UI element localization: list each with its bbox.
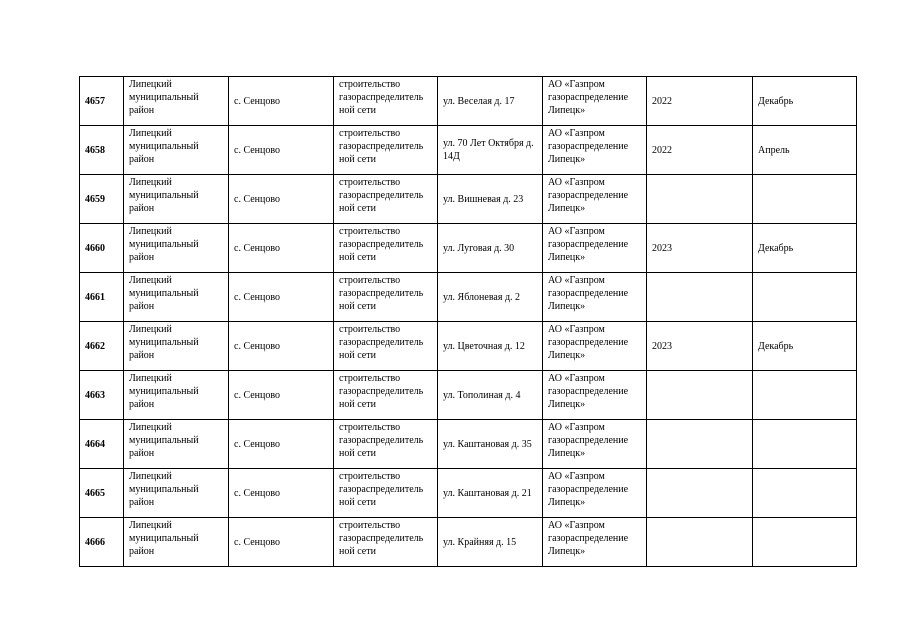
year-cell xyxy=(647,518,753,567)
village-cell: с. Сенцово xyxy=(229,126,334,175)
organization-cell: АО «Газпром газораспределение Липецк» xyxy=(543,322,647,371)
village-cell: с. Сенцово xyxy=(229,469,334,518)
address-cell: ул. Веселая д. 17 xyxy=(438,77,543,126)
address-cell: ул. Цветочная д. 12 xyxy=(438,322,543,371)
month-cell: Декабрь xyxy=(753,77,857,126)
month-cell: Декабрь xyxy=(753,224,857,273)
village-cell: с. Сенцово xyxy=(229,322,334,371)
month-cell xyxy=(753,175,857,224)
work-type-cell: строительство газораспределитель ной сети xyxy=(334,469,438,518)
year-cell xyxy=(647,371,753,420)
work-type-cell: строительство газораспределитель ной сети xyxy=(334,126,438,175)
village-cell: с. Сенцово xyxy=(229,420,334,469)
month-cell: Апрель xyxy=(753,126,857,175)
table-row xyxy=(80,273,857,322)
row-number-cell: 4666 xyxy=(80,518,124,567)
organization-cell: АО «Газпром газораспределение Липецк» xyxy=(543,469,647,518)
address-cell: ул. Каштановая д. 35 xyxy=(438,420,543,469)
table-row xyxy=(80,175,857,224)
organization-cell: АО «Газпром газораспределение Липецк» xyxy=(543,224,647,273)
year-cell: 2023 xyxy=(647,322,753,371)
district-cell: Липецкий муниципальный район xyxy=(124,224,229,273)
district-cell: Липецкий муниципальный район xyxy=(124,126,229,175)
month-cell xyxy=(753,273,857,322)
year-cell: 2022 xyxy=(647,126,753,175)
district-cell: Липецкий муниципальный район xyxy=(124,371,229,420)
gas-network-table xyxy=(79,76,857,567)
village-cell: с. Сенцово xyxy=(229,175,334,224)
row-number-cell: 4660 xyxy=(80,224,124,273)
table-body xyxy=(80,77,857,567)
address-cell: ул. Каштановая д. 21 xyxy=(438,469,543,518)
address-cell: ул. Луговая д. 30 xyxy=(438,224,543,273)
district-cell: Липецкий муниципальный район xyxy=(124,175,229,224)
work-type-cell: строительство газораспределитель ной сети xyxy=(334,224,438,273)
row-number-cell: 4662 xyxy=(80,322,124,371)
table-row xyxy=(80,224,857,273)
work-type-cell: строительство газораспределитель ной сети xyxy=(334,77,438,126)
organization-cell: АО «Газпром газораспределение Липецк» xyxy=(543,518,647,567)
organization-cell: АО «Газпром газораспределение Липецк» xyxy=(543,126,647,175)
work-type-cell: строительство газораспределитель ной сети xyxy=(334,371,438,420)
address-cell: ул. Яблоневая д. 2 xyxy=(438,273,543,322)
year-cell: 2022 xyxy=(647,77,753,126)
organization-cell: АО «Газпром газораспределение Липецк» xyxy=(543,175,647,224)
address-cell: ул. Тополиная д. 4 xyxy=(438,371,543,420)
address-cell: ул. 70 Лет Октября д. 14Д xyxy=(438,126,543,175)
table-row xyxy=(80,469,857,518)
table-row xyxy=(80,518,857,567)
row-number-cell: 4665 xyxy=(80,469,124,518)
table-row xyxy=(80,126,857,175)
row-number-cell: 4659 xyxy=(80,175,124,224)
district-cell: Липецкий муниципальный район xyxy=(124,469,229,518)
month-cell xyxy=(753,420,857,469)
year-cell xyxy=(647,420,753,469)
work-type-cell: строительство газораспределитель ной сети xyxy=(334,273,438,322)
work-type-cell: строительство газораспределитель ной сети xyxy=(334,420,438,469)
district-cell: Липецкий муниципальный район xyxy=(124,77,229,126)
month-cell: Декабрь xyxy=(753,322,857,371)
table-row xyxy=(80,371,857,420)
district-cell: Липецкий муниципальный район xyxy=(124,273,229,322)
year-cell xyxy=(647,175,753,224)
work-type-cell: строительство газораспределитель ной сети xyxy=(334,518,438,567)
table-row xyxy=(80,322,857,371)
village-cell: с. Сенцово xyxy=(229,273,334,322)
village-cell: с. Сенцово xyxy=(229,224,334,273)
organization-cell: АО «Газпром газораспределение Липецк» xyxy=(543,371,647,420)
village-cell: с. Сенцово xyxy=(229,77,334,126)
work-type-cell: строительство газораспределитель ной сети xyxy=(334,175,438,224)
address-cell: ул. Крайняя д. 15 xyxy=(438,518,543,567)
row-number-cell: 4658 xyxy=(80,126,124,175)
table-row xyxy=(80,420,857,469)
village-cell: с. Сенцово xyxy=(229,518,334,567)
district-cell: Липецкий муниципальный район xyxy=(124,420,229,469)
district-cell: Липецкий муниципальный район xyxy=(124,322,229,371)
year-cell xyxy=(647,273,753,322)
month-cell xyxy=(753,518,857,567)
organization-cell: АО «Газпром газораспределение Липецк» xyxy=(543,420,647,469)
year-cell xyxy=(647,469,753,518)
organization-cell: АО «Газпром газораспределение Липецк» xyxy=(543,77,647,126)
year-cell: 2023 xyxy=(647,224,753,273)
row-number-cell: 4664 xyxy=(80,420,124,469)
row-number-cell: 4661 xyxy=(80,273,124,322)
village-cell: с. Сенцово xyxy=(229,371,334,420)
work-type-cell: строительство газораспределитель ной сети xyxy=(334,322,438,371)
month-cell xyxy=(753,469,857,518)
organization-cell: АО «Газпром газораспределение Липецк» xyxy=(543,273,647,322)
month-cell xyxy=(753,371,857,420)
table-row xyxy=(80,77,857,126)
row-number-cell: 4663 xyxy=(80,371,124,420)
row-number-cell: 4657 xyxy=(80,77,124,126)
address-cell: ул. Вишневая д. 23 xyxy=(438,175,543,224)
district-cell: Липецкий муниципальный район xyxy=(124,518,229,567)
